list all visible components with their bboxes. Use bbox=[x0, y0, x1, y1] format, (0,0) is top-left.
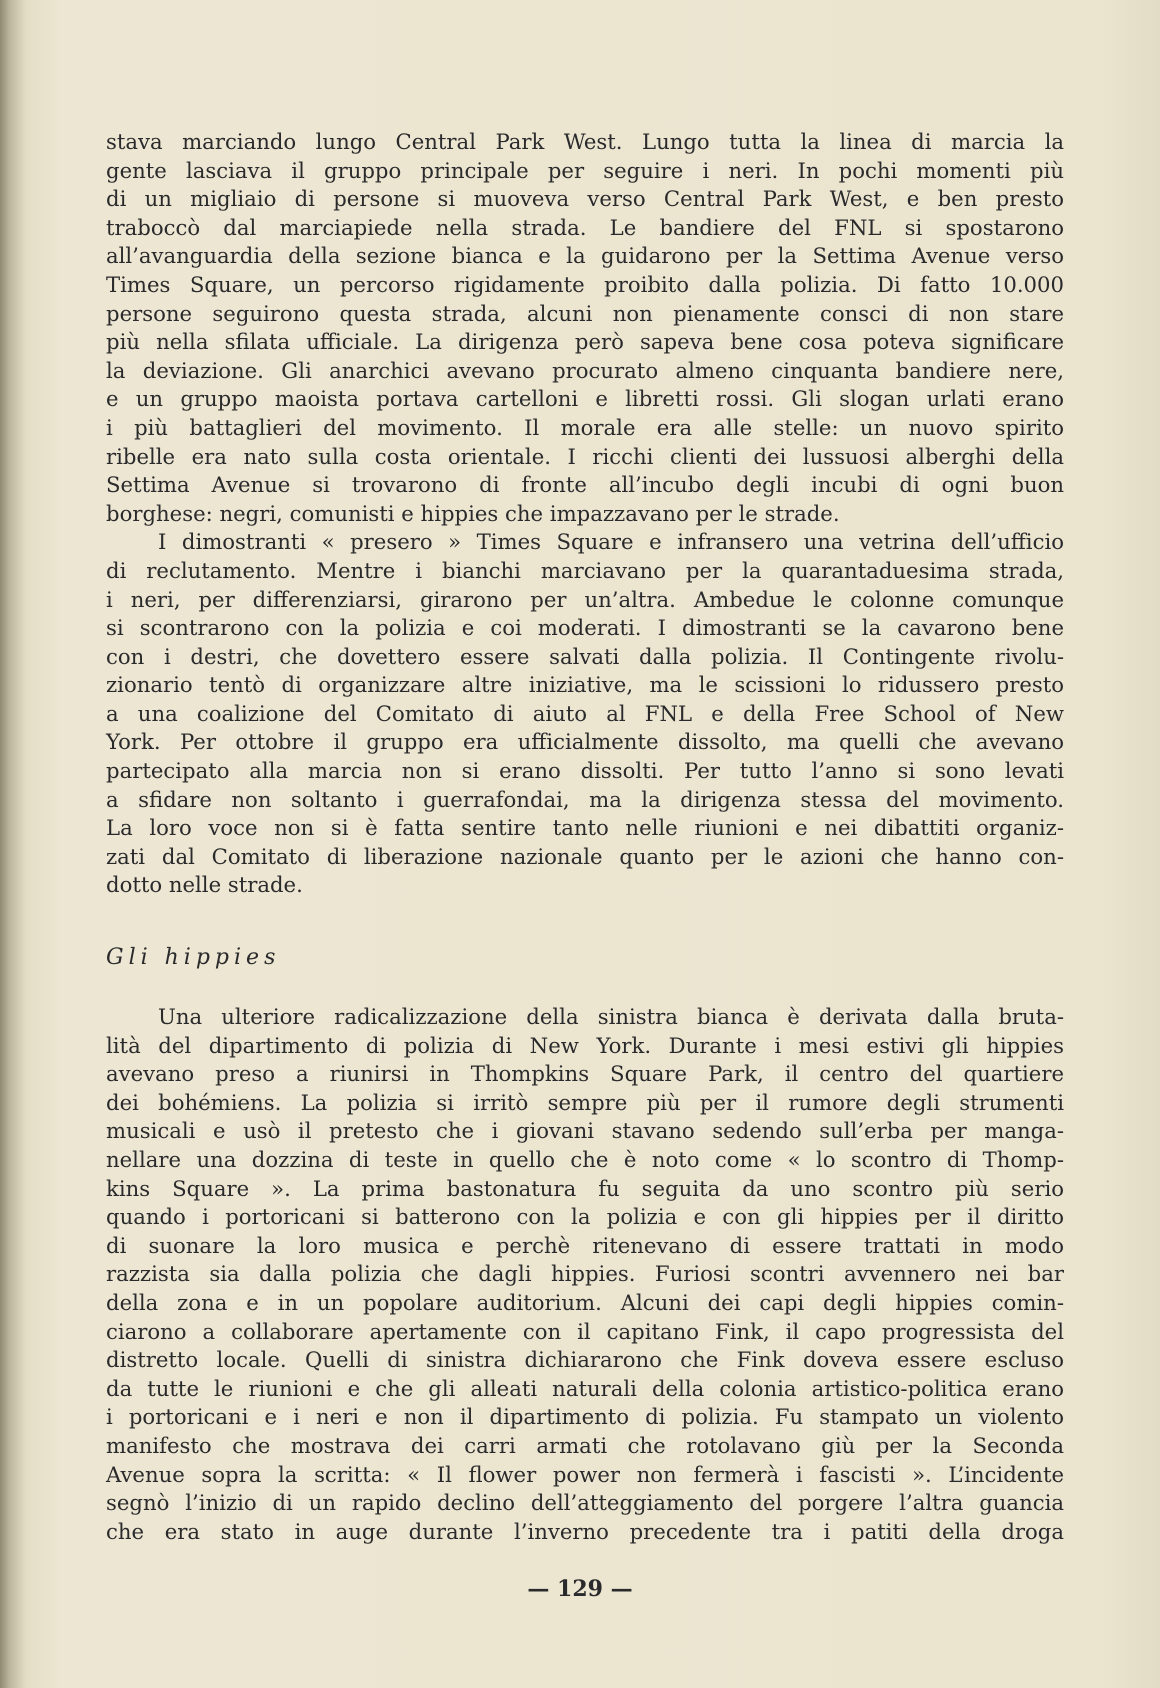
body-text-section-1 bbox=[106, 128, 1064, 900]
text-line: zionario tentò di organizzare altre iniziative, ma le scissioni lo ridussero presto bbox=[106, 672, 1064, 698]
text-line: I dimostranti « presero » Times Square e infransero una vetrina dell’ufficio bbox=[158, 529, 1064, 555]
text-line: i neri, per differenziarsi, girarono per un’altra. Ambedue le colonne comunque bbox=[106, 586, 1064, 612]
text-line: kins Square ». La prima bastonatura fu seguita da uno scontro più serio bbox=[106, 1175, 1064, 1201]
text-line: a sfidare non soltanto i guerrafondai, ma la dirigenza stessa del movimento. bbox=[106, 786, 1064, 812]
text-line: segnò l’inizio di un rapido declino dell’atteggiamento del porgere l’altra guancia bbox=[106, 1490, 1064, 1516]
section-heading: Gli hippies bbox=[106, 945, 281, 970]
text-line: borghese: negri, comunisti e hippies che impazzavano per le strade. bbox=[106, 500, 840, 526]
text-line: traboccò dal marciapiede nella strada. Le bandiere del FNL si spostarono bbox=[106, 214, 1064, 240]
text-line: Una ulteriore radicalizzazione della sinistra bianca è derivata dalla bruta- bbox=[158, 1004, 1064, 1029]
text-line: dei bohémiens. La polizia si irritò sempre più per il rumore degli strumenti bbox=[106, 1089, 1064, 1115]
text-line: quando i portoricani si batterono con la polizia e con gli hippies per il diritto bbox=[106, 1204, 1064, 1230]
text-line: Times Square, un percorso rigidamente proibito dalla polizia. Di fatto 10.000 bbox=[106, 271, 1064, 297]
text-line: di un migliaio di persone si muoveva verso Central Park West, e ben presto bbox=[106, 186, 1064, 212]
text-line: persone seguirono questa strada, alcuni non pienamente consci di non stare bbox=[106, 300, 1064, 326]
text-line: della zona e in un popolare auditorium. Alcuni dei capi degli hippies comin- bbox=[106, 1289, 1064, 1315]
page-number: — 129 — bbox=[527, 1576, 633, 1602]
text-line: distretto locale. Quelli di sinistra dichiararono che Fink doveva essere escluso bbox=[106, 1347, 1064, 1373]
text-line: a una coalizione del Comitato di aiuto al FNL e della Free School of New bbox=[106, 700, 1064, 726]
text-line: stava marciando lungo Central Park West. Lungo tutta la linea di marcia la bbox=[106, 129, 1064, 154]
text-line: all’avanguardia della sezione bianca e la guidarono per la Settima Avenue verso bbox=[106, 243, 1064, 269]
text-line: di reclutamento. Mentre i bianchi marciavano per la quarantaduesima strada, bbox=[106, 557, 1064, 583]
text-line: Avenue sopra la scritta: « Il flower power non fermerà i fascisti ». L’incidente bbox=[106, 1461, 1064, 1487]
text-line: dotto nelle strade. bbox=[106, 872, 303, 898]
text-line: musicali e usò il pretesto che i giovani stavano sedendo sull’erba per manga- bbox=[106, 1118, 1064, 1144]
text-line: avevano preso a riunirsi in Thompkins Square Park, il centro del quartiere bbox=[106, 1061, 1064, 1087]
text-line: ribelle era nato sulla costa orientale. I ricchi clienti dei lussuosi alberghi della bbox=[106, 443, 1064, 469]
text-line: i più battaglieri del movimento. Il morale era alle stelle: un nuovo spirito bbox=[106, 414, 1064, 440]
text-line: più nella sfilata ufficiale. La dirigenza però sapeva bene cosa poteva significare bbox=[106, 329, 1064, 355]
body-text-section-2 bbox=[106, 1003, 1064, 1546]
text-line: che era stato in auge durante l’inverno precedente tra i patiti della droga bbox=[106, 1518, 1064, 1544]
text-line: i portoricani e i neri e non il dipartimento di polizia. Fu stampato un violento bbox=[106, 1404, 1064, 1430]
text-line: da tutte le riunioni e che gli alleati naturali della colonia artistico-politica erano bbox=[106, 1375, 1064, 1401]
text-line: razzista sia dalla polizia che dagli hippies. Furiosi scontri avvennero nei bar bbox=[106, 1261, 1064, 1287]
text-line: ciarono a collaborare apertamente con il capitano Fink, il capo progressista del bbox=[106, 1318, 1064, 1344]
text-line: gente lasciava il gruppo principale per seguire i neri. In pochi momenti più bbox=[106, 157, 1064, 183]
text-line: nellare una dozzina di teste in quello che è noto come « lo scontro di Thomp- bbox=[106, 1146, 1064, 1172]
text-line: La loro voce non si è fatta sentire tanto nelle riunioni e nei dibattiti organiz- bbox=[106, 815, 1064, 841]
text-line: e un gruppo maoista portava cartelloni e libretti rossi. Gli slogan urlati erano bbox=[106, 386, 1064, 412]
text-line: Settima Avenue si trovarono di fronte all’incubo degli incubi di ogni buon bbox=[106, 472, 1064, 498]
text-line: di suonare la loro musica e perchè ritenevano di essere trattati in modo bbox=[106, 1232, 1064, 1258]
text-line: lità del dipartimento di polizia di New York. Durante i mesi estivi gli hippies bbox=[106, 1032, 1064, 1058]
text-line: manifesto che mostrava dei carri armati che rotolavano giù per la Seconda bbox=[106, 1432, 1064, 1458]
text-line: con i destri, che dovettero essere salvati dalla polizia. Il Contingente rivolu- bbox=[106, 643, 1064, 669]
text-line: si scontrarono con la polizia e coi moderati. I dimostranti se la cavarono bene bbox=[106, 615, 1064, 641]
text-line: York. Per ottobre il gruppo era ufficialmente dissolto, ma quelli che avevano bbox=[106, 729, 1064, 755]
text-line: zati dal Comitato di liberazione nazionale quanto per le azioni che hanno con- bbox=[106, 843, 1064, 869]
text-line: la deviazione. Gli anarchici avevano procurato almeno cinquanta bandiere nere, bbox=[106, 357, 1064, 383]
text-line: partecipato alla marcia non si erano dissolti. Per tutto l’anno si sono levati bbox=[106, 758, 1064, 784]
